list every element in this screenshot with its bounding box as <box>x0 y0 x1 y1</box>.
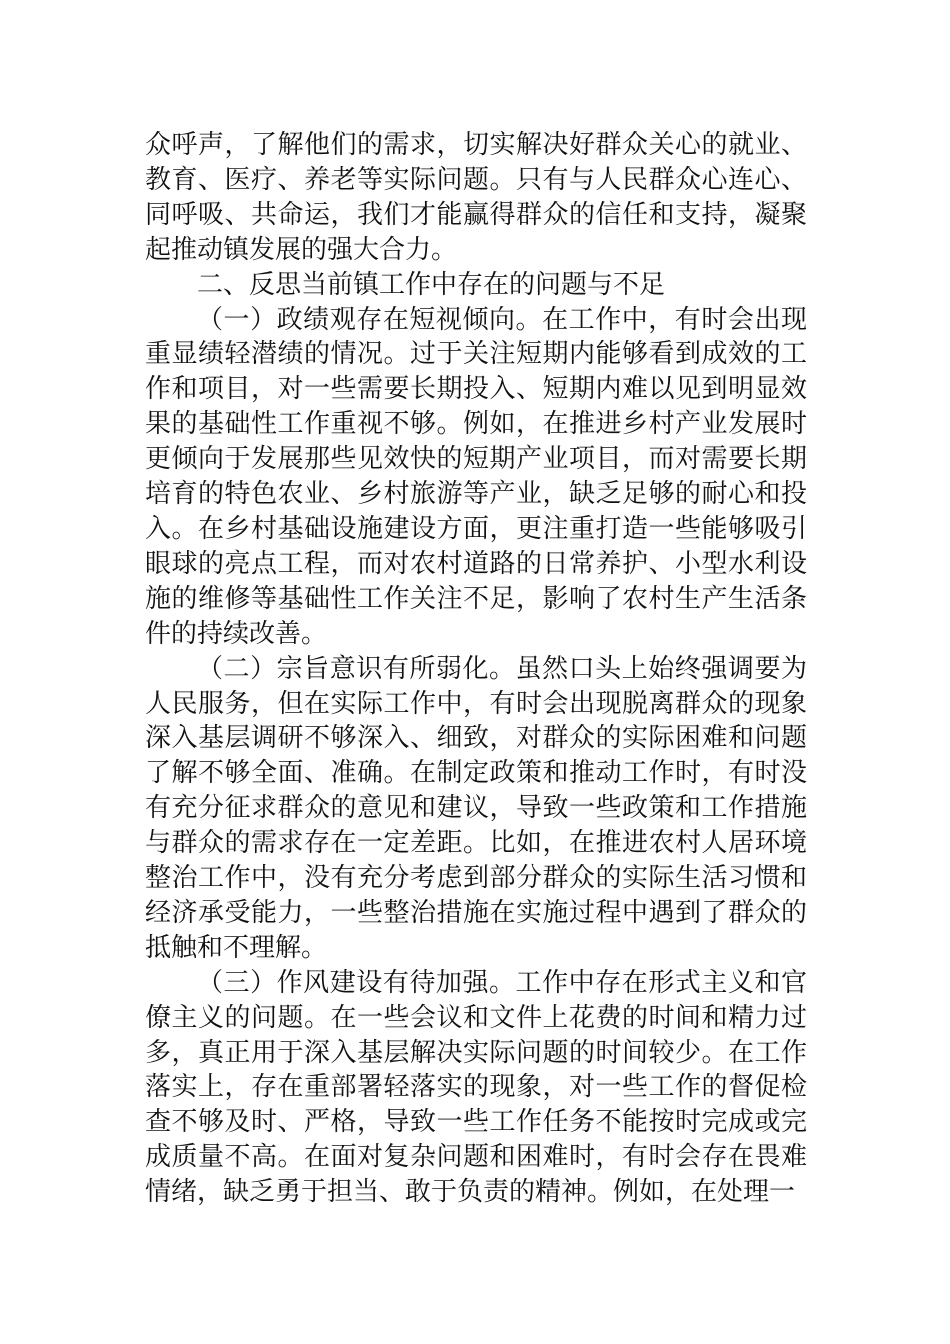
paragraph-3: （三）作风建设有待加强。工作中存在形式主义和官僚主义的问题。在一些会议和文件上花费的时间和精力过多，真正用于深入基层解决实际问题的时间较少。在工作落实上，存在重部署轻落实的现象，对一些工作的督促检查不够及时、严格，导致一些工作任务不能按时完成或完成质量不高。在面对复杂问题和困难时，有时会存在畏难情绪，缺乏勇于担当、敢于负责的精神。例如，在处理一 <box>145 967 807 1208</box>
paragraph-continued: 众呼声，了解他们的需求，切实解决好群众关心的就业、教育、医疗、养老等实际问题。只有与人民群众心连心、同呼吸、共命运，我们才能赢得群众的信任和支持，凝聚起推动镇发展的强大合力。 <box>145 130 807 265</box>
paragraph-1: （一）政绩观存在短视倾向。在工作中，有时会出现重显绩轻潜绩的情况。过于关注短期内能够看到成效的工作和项目，对一些需要长期投入、短期内难以见到明显效果的基础性工作重视不够。例如，在推进乡村产业发展时更倾向于发展那些见效快的短期产业项目，而对需要长期培育的特色农业、乡村旅游等产业，缺乏足够的耐心和投入。在乡村基础设施建设方面，更注重打造一些能够吸引眼球的亮点工程，而对农村道路的日常养护、小型水利设施的维修等基础性工作关注不足，影响了农村生产生活条件的持续改善。 <box>145 304 807 649</box>
section-heading: 二、反思当前镇工作中存在的问题与不足 <box>197 269 666 300</box>
paragraph-2: （二）宗旨意识有所弱化。虽然口头上始终强调要为人民服务，但在实际工作中，有时会出现脱离群众的现象深入基层调研不够深入、细致，对群众的实际困难和问题了解不够全面、准确。在制定政策和推动工作时，有时没有充分征求群众的意见和建议，导致一些政策和工作措施与群众的需求存在一定差距。比如，在推进农村人居环境整治工作中，没有充分考虑到部分群众的实际生活习惯和经济承受能力，一些整治措施在实施过程中遇到了群众的抵触和不理解。 <box>145 653 807 963</box>
body-text <box>145 128 807 1210</box>
